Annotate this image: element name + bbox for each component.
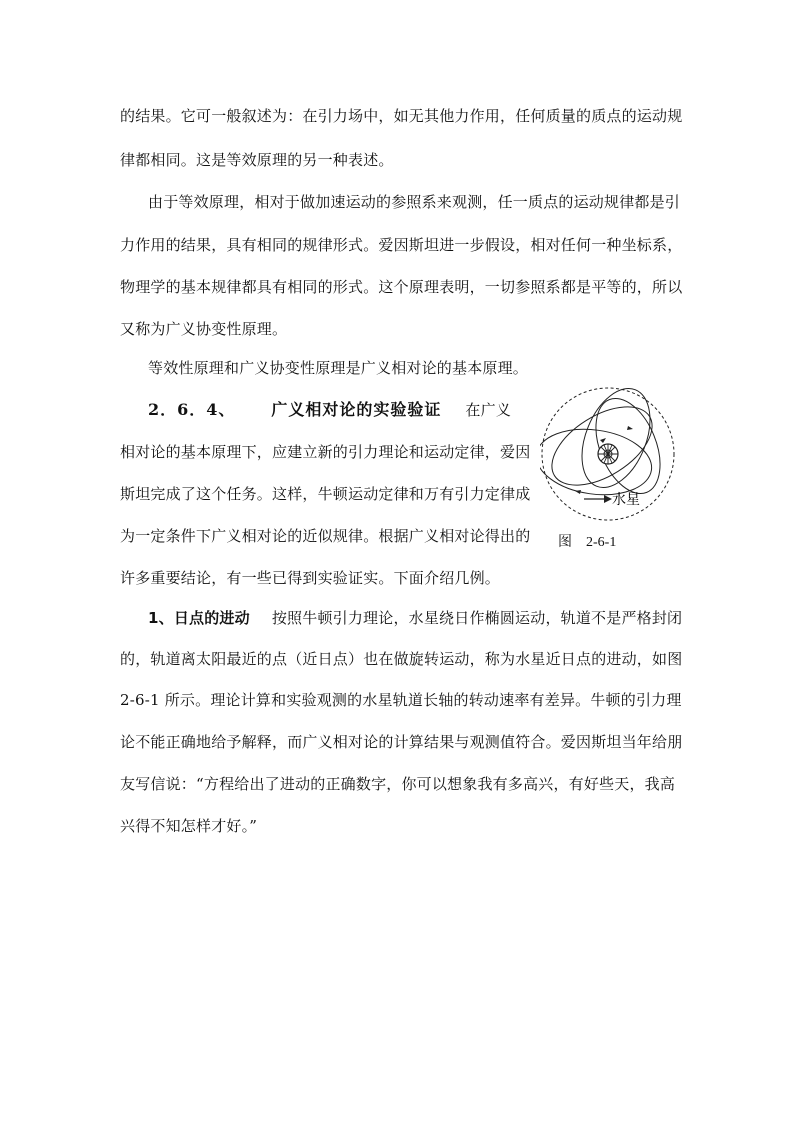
subsection-heading: 1、日点的进动: [148, 609, 250, 627]
section-line-3: 斯坦完成了这个任务。这样，牛顿运动定律和万有引力定律成: [120, 485, 531, 503]
section-line-4: 为一定条件下广义相对论的近似规律。根据广义相对论得出的: [120, 527, 531, 545]
paragraph-2-line-2: 力作用的结果，具有相同的规律形式。爱因斯坦进一步假设，相对任何一种坐标系，: [120, 236, 683, 254]
paragraph-2-line-4: 又称为广义协变性原理。: [120, 320, 288, 338]
paragraph-3-line-1: 等效性原理和广义协变性原理是广义相对论的基本原理。: [148, 359, 529, 377]
mercury-precession-figure: [540, 384, 678, 524]
paragraph-1-line-1: 的结果。它可一般叙述为：在引力场中，如无其他力作用，任何质量的质点的运动规: [120, 107, 683, 125]
orbit-arrow-2: [627, 426, 633, 430]
caption-number: 2-6-1: [586, 535, 617, 550]
section-number: 2．6．4、: [148, 400, 236, 419]
orbit-ellipse-3: [569, 384, 664, 497]
section-line-5: 许多重要结论，有一些已得到实验证实。下面介绍几例。: [120, 569, 501, 587]
subsection-line-1-text: 按照牛顿引力理论，水星绕日作椭圆运动，轨道不是严格封闭: [271, 609, 683, 627]
figure-caption: [558, 533, 616, 552]
section-line-2: 相对论的基本原理下，应建立新的引力理论和运动定律，爱因: [120, 443, 531, 461]
section-heading-line: [148, 400, 511, 420]
orbit-arrow-1: [600, 438, 606, 443]
mercury-label: 水星: [612, 492, 640, 508]
caption-prefix: 图: [558, 534, 572, 550]
paragraph-2-line-3: 物理学的基本规律都具有相同的形式。这个原理表明，一切参照系都是平等的，所以: [120, 278, 683, 296]
mercury-arrow-head: [604, 495, 612, 503]
precession-diagram: [540, 384, 678, 524]
orbit-ellipse-1: [540, 422, 656, 502]
sun-icon: [598, 444, 618, 464]
subsection-line-5: 友写信说：“方程给出了进动的正确数字，你可以想象我有多高兴，有好些天，我高: [120, 775, 676, 793]
subsection-line-6: 兴得不知怎样才好。”: [120, 817, 258, 835]
subsection-line-2: 的，轨道离太阳最近的点（近日点）也在做旋转运动，称为水星近日点的进动，如图: [120, 650, 683, 668]
paragraph-1-line-2: 律都相同。这是等效原理的另一种表述。: [120, 151, 394, 169]
paragraph-2-line-1: 由于等效原理，相对于做加速运动的参照系来观测，任一质点的运动规律都是引: [148, 193, 681, 211]
section-title: 广义相对论的实验验证: [271, 400, 442, 419]
subsection-line-3: 2-6-1 所示。理论计算和实验观测的水星轨道长轴的转动速率有差异。牛顿的引力理: [120, 691, 682, 709]
section-intro-start: 在广义: [465, 401, 512, 419]
subsection-line-4: 论不能正确地给予解释，而广义相对论的计算结果与观测值符合。爱因斯坦当年给朋: [120, 733, 683, 751]
subsection-line-1: [148, 608, 682, 628]
